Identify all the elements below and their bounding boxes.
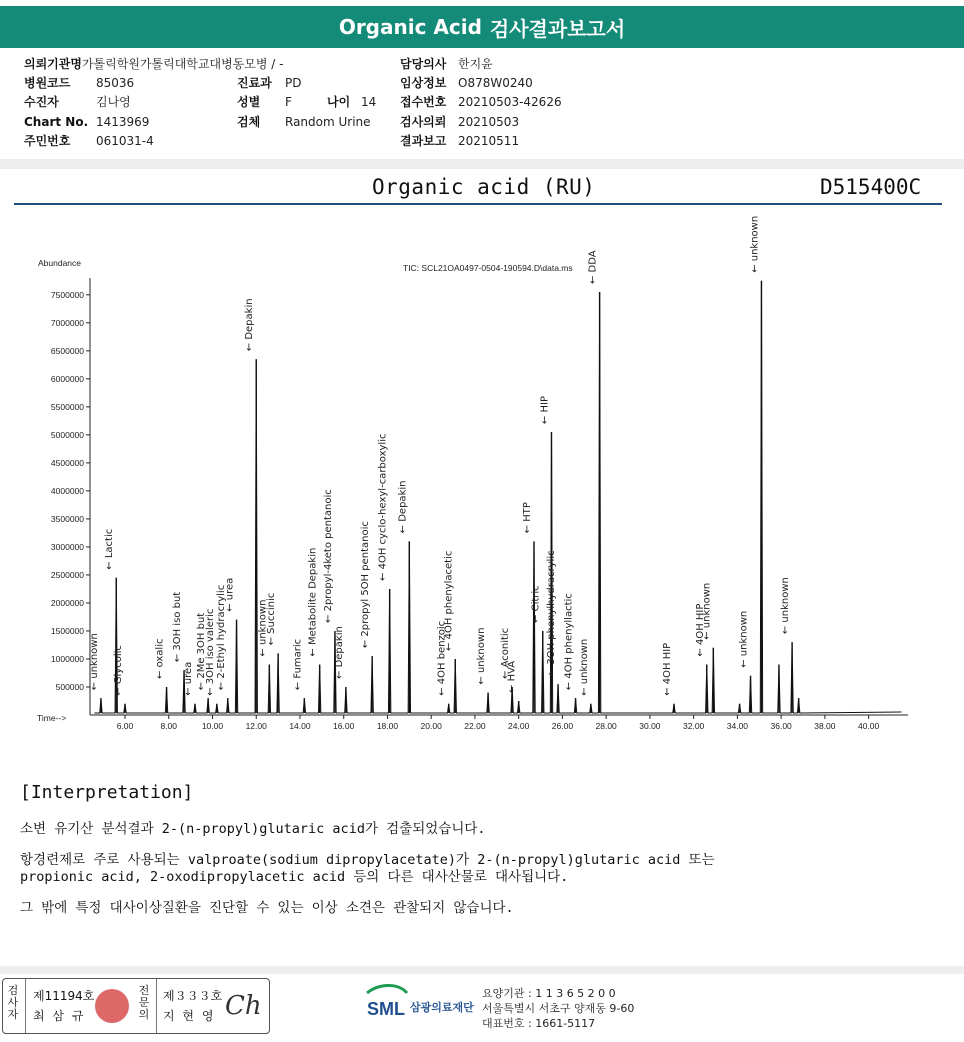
peak-label [104,529,115,570]
peak-label [531,585,542,623]
y-tick-label: 3000000 [50,541,84,552]
peak-label-text: ← 4OH HIP [694,603,706,657]
y-tick-label: 1000000 [50,653,84,664]
signature-box [2,978,270,1034]
report-date-value: 20210511 [458,134,520,148]
peak-label [172,592,183,662]
peak-label-text: ← 4OH HIP [661,642,673,696]
peak-label-text: ← Depakin [333,626,345,679]
peak-label [780,577,791,634]
y-tick-label: 5000000 [50,429,84,440]
peak-label-text: ← 2propyl-4keto pentanoic [322,489,334,623]
institution-value: 가톨릭학원가톨릭대학교대병동모병 / - [81,57,284,71]
license1: 제11194호 [33,989,95,1003]
clinical-label: 임상정보 [400,76,447,90]
interpretation [20,782,950,931]
peak-label-text: ← 4OH phenylacetic [443,550,455,651]
report-code: D515400C [820,175,922,199]
peak-label [579,639,590,696]
chart-no-label: Chart No. [24,115,89,129]
x-tick-label: 30.00 [639,721,661,731]
sig-divider [156,979,157,1033]
receipt-label: 접수번호 [400,95,447,109]
chart-xlabel: Time--> [37,713,67,723]
peak-label [539,396,550,424]
peak-label-text: ← HVA [506,660,518,693]
y-tick-label: 6500000 [50,345,84,356]
interpretation-p2b: propionic acid, 2-oxodipropylacetic acid 등의 다른 대사산물로 대사됩니다. [20,869,569,885]
x-tick-label: 24.00 [508,721,530,731]
peak-label [360,521,371,648]
sex-value: F [285,95,292,109]
sml-logo-icon [365,985,475,1025]
doctor-value: 한지윤 [458,57,493,71]
peak-label [155,639,166,679]
header-title-en: Organic Acid [338,15,482,39]
peak-label-text: ← 2Me 3OH but [196,612,208,691]
report-title: Organic acid (RU) [372,175,596,199]
peak-label-text: ← unknown [257,599,269,657]
peak-label-text: ← unknown [738,610,750,668]
x-tick-label: 28.00 [595,721,617,731]
report-date-label: 결과보고 [400,134,447,148]
hospital-code-value: 85036 [96,76,135,90]
institution-label: 의뢰기관명 [24,57,82,71]
x-tick-label: 8.00 [160,721,178,731]
peak-label-text: ← urea [224,577,236,612]
peak-label-text: ← HTP [521,502,533,534]
peak-label [205,609,216,696]
interpretation-heading: [Interpretation] [20,782,194,803]
role1-label: 검사자 [7,984,19,1021]
interpretation-p2a: 항경련제로 주로 사용되는 valproate(sodium dipropylacetate)가 2-(n-propyl)glutaric acid 또는 [20,852,715,868]
peak-label-text: ← 2propyl 5OH pentanoic [360,521,372,649]
foundation-info [482,986,634,1031]
hospital-code-label: 병원코드 [24,76,71,90]
peak-label-text: ← unknown [780,577,792,635]
peak-label-text: ← unknown [88,633,100,691]
request-value: 20210503 [458,115,520,129]
peak-label [701,583,712,640]
doctor-label: 담당의사 [400,57,447,71]
peak-label-text: ← unknown [578,638,590,696]
y-tick-label: 7000000 [50,317,84,328]
y-tick-label: 5500000 [50,401,84,412]
dept-value: PD [285,76,302,90]
age-value: 14 [361,95,377,109]
seal-icon [95,989,129,1023]
peak-label-text: ← Aconitic [500,627,512,679]
peak-label-text: ← 3OH phenylhydracrylic [546,550,558,677]
x-tick-label: 22.00 [464,721,486,731]
name2: 지 현 영 [163,1009,216,1023]
interpretation-p1: 소변 유기산 분석결과 2-(n-propyl)glutaric acid가 검출되었습니다. [20,821,486,837]
role2-label: 전문의 [138,984,150,1021]
title-rule [14,203,942,205]
peak-label [507,661,518,693]
x-tick-label: 34.00 [726,721,749,731]
peak-label [244,298,255,351]
chromatogram-svg [0,215,964,731]
peak-label [113,645,124,696]
peak-label [749,216,760,273]
peak-label-text: ← Lactic [104,528,116,570]
x-tick-label: 36.00 [770,721,792,731]
peak-label [564,593,575,690]
patient-name: 김나영 [96,95,131,109]
header-title-ko: 검사결과보고서 [489,16,626,41]
foundation-name: 삼광의료재단 [410,1001,474,1014]
x-tick-label: 40.00 [857,721,880,731]
chart-ylabel: Abundance [38,258,82,268]
y-tick-label: 4000000 [50,485,84,496]
report-header [0,6,964,48]
y-tick-label: 2500000 [50,569,84,580]
foundation-line2: 서울특별시 서초구 양재동 9-60 [482,1002,635,1015]
peak-label-text: ← Succinic [266,592,278,646]
sex-label: 성별 [237,95,261,109]
x-tick-label: 26.00 [551,721,574,731]
peak-label [522,502,533,533]
peak-label-text: ← 4OH cyclo-hexyl-carboxylic [377,433,389,581]
peak-label-text: ← DDA [587,250,599,285]
peak-label-text: ← unknown [476,627,488,685]
peak-label [588,250,599,284]
sig-divider [25,979,26,1033]
x-tick-label: 6.00 [116,721,134,731]
peak-label-text: ← 4OH phenyllactic [563,593,575,691]
logo-text: SML [367,999,405,1019]
chart-title: TIC: SCL21OA0497-0504-190594.D\data.ms [403,263,573,273]
peak-label-text: ← urea [182,661,194,696]
peak-label-text: ← unknown [749,215,761,273]
clinical-value: O878W0240 [458,76,533,90]
y-tick-label: 6000000 [50,373,84,384]
peak-label-text: ← unknown [701,582,713,640]
footer-rule [0,966,964,974]
peak-label [662,643,673,696]
receipt-value: 20210503-42626 [458,95,562,109]
divider-strip [0,159,964,169]
x-tick-label: 10.00 [201,721,224,731]
y-tick-label: 500000 [55,681,84,692]
peak-label-text: ← Depakin [397,480,409,534]
specimen-value: Random Urine [285,115,371,129]
y-tick-label: 7500000 [50,289,84,300]
signature-mark: Ch [225,991,262,1021]
request-label: 검사의뢰 [400,115,447,129]
peak-label-text: ← Metabolite Depakin [307,547,319,657]
license2: 제３３３호 [163,989,223,1003]
x-tick-label: 38.00 [814,721,836,731]
x-tick-label: 12.00 [245,721,267,731]
y-tick-label: 1500000 [50,625,84,636]
peak-label [183,662,194,696]
chart-no-value: 1413969 [96,115,150,129]
peak-label-text: ← 4OH benzoic [436,620,448,696]
id-label: 주민번호 [24,134,71,148]
peak-label-text: ← HIP [539,396,551,425]
foundation-line1: 요양기관 : 1 1 3 6 5 2 0 0 [482,987,616,1000]
peak-label [308,548,319,657]
peak-label-text: ← 3OH iso but [172,591,184,663]
peak-label-text: ← Glycolic [112,645,124,696]
peak-label [546,550,557,676]
peak-label-text: ← 3OH iso valeric [204,608,216,696]
peak-label [476,628,487,685]
peak-label [334,626,345,679]
peak-label-text: ← oxalic [154,638,166,679]
foundation-line3: 대표번호 : 1661-5117 [482,1017,596,1030]
id-value: 061031-4 [96,134,154,148]
peak-label [292,639,303,690]
peak-label [89,633,100,690]
peak-label [378,434,389,581]
sml-logo [365,985,475,1025]
peak-label-text: ← Citric [530,585,542,623]
y-tick-label: 2000000 [50,597,84,608]
patient-label: 수진자 [24,95,59,109]
peak-label-text: ← Depakin [244,298,256,352]
peak-label [225,578,236,612]
x-tick-label: 18.00 [376,721,399,731]
peak-label [397,481,408,534]
x-tick-label: 16.00 [333,721,355,731]
specimen-label: 검체 [237,115,261,129]
y-tick-label: 3500000 [50,513,84,524]
peak-label-text: ← Fumaric [292,638,304,691]
x-tick-label: 14.00 [289,721,311,731]
x-tick-label: 32.00 [683,721,705,731]
y-tick-label: 4500000 [50,457,84,468]
dept-label: 진료과 [237,76,272,90]
chromatogram [0,215,964,731]
interpretation-p3: 그 밖에 특정 대사이상질환을 진단할 수 있는 이상 소견은 관찰되지 않습니다. [20,900,514,916]
peak-label [323,489,334,623]
peak-label [443,551,454,651]
peak-label-text: ← 2-Ethyl hydracrylic [215,584,227,691]
peak-label [266,593,277,646]
patient-info [24,55,944,155]
peak-label [739,611,750,668]
name1: 최 삼 규 [33,1009,86,1023]
age-label: 나이 [327,95,351,109]
x-tick-label: 20.00 [420,721,442,731]
